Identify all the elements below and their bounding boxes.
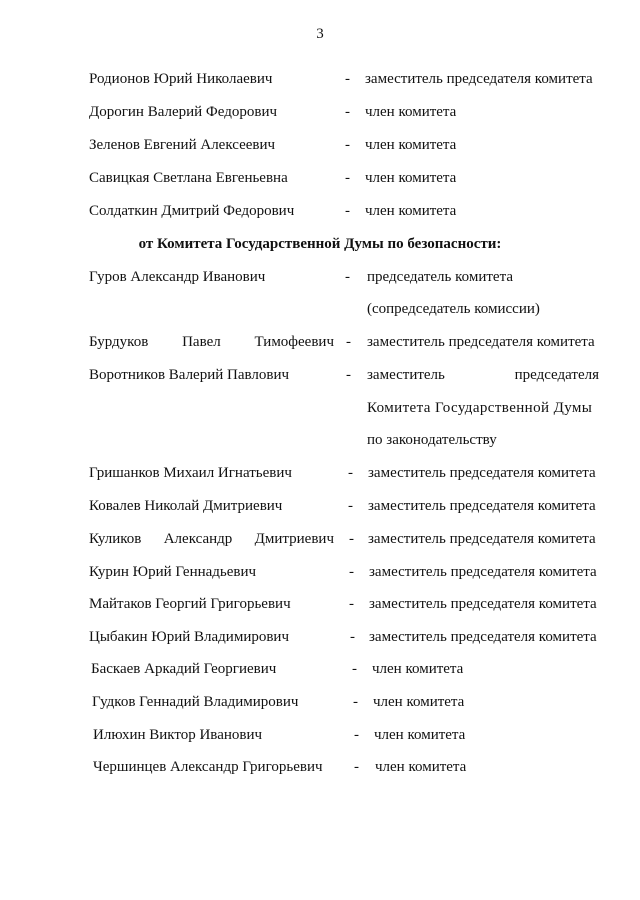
member-role: член комитета [375,759,467,775]
dash: - [345,170,350,186]
member-name: Зеленов Евгений Алексеевич [89,137,276,153]
member-role: член комитета [373,694,465,710]
member-role: член комитета [365,203,457,219]
member-row [0,756,640,778]
member-row [0,658,640,680]
member-role: заместитель председателя комитета [365,71,593,87]
member-row [0,528,640,550]
member-row [0,68,640,90]
dash: - [349,531,354,547]
name-part: Александр [163,531,233,547]
page-number: 3 [316,26,324,42]
name-part: Дмитриевич [254,531,334,547]
section-title: от Комитета Государственной Думы по безопасности: [138,236,502,252]
name-part: Бурдуков [89,334,149,350]
member-name: Дорогин Валерий Федорович [89,104,278,120]
member-role: заместитель председателя комитета [368,531,596,547]
member-row [0,101,640,123]
member-row [0,167,640,189]
role-continuation [0,397,640,419]
dash: - [345,269,350,285]
member-row [0,495,640,517]
dash: - [346,367,351,383]
dash: - [354,759,359,775]
member-name: Чершинцев Александр Григорьевич [93,759,323,775]
member-role: член комитета [365,170,457,186]
member-row [0,561,640,583]
dash: - [352,661,357,677]
member-role: член комитета [372,661,464,677]
member-row [0,200,640,222]
member-row [0,462,640,484]
dash: - [348,498,353,514]
dash: - [345,137,350,153]
member-role: заместитель председателя комитета [369,629,597,645]
member-role: заместитель председателя комитета [368,465,596,481]
name-part: Куликов [89,531,142,547]
dash: - [348,465,353,481]
dash: - [353,694,358,710]
member-row [0,364,640,386]
member-name: Майтаков Георгий Григорьевич [89,596,291,612]
dash: - [349,564,354,580]
role-part: заместитель [367,367,445,383]
member-role-continuation: (сопредседатель комиссии) [367,301,540,317]
member-role: заместитель председателя комитета [368,498,596,514]
member-role-continuation: по законодательству [367,432,497,448]
member-role [367,364,599,386]
member-name: Родионов Юрий Николаевич [89,71,273,87]
member-role: председатель комитета [367,269,513,285]
member-name [89,528,334,550]
member-row [0,134,640,156]
member-name: Воротников Валерий Павлович [89,367,290,383]
role-continuation [0,429,640,451]
member-row [0,724,640,746]
member-name: Цыбакин Юрий Владимирович [89,629,289,645]
member-name: Гуров Александр Иванович [89,269,266,285]
member-name: Гудков Геннадий Владимирович [92,694,299,710]
member-name: Баскаев Аркадий Георгиевич [91,661,277,677]
member-role: заместитель председателя комитета [367,334,595,350]
member-row [0,691,640,713]
dash: - [345,71,350,87]
member-name: Илюхин Виктор Иванович [93,727,263,743]
member-row [0,626,640,648]
member-role: заместитель председателя комитета [369,596,597,612]
dash: - [350,629,355,645]
member-role: заместитель председателя комитета [369,564,597,580]
name-part: Павел [182,334,221,350]
role-part: председателя [514,367,599,383]
member-name: Савицкая Светлана Евгеньевна [89,170,288,186]
name-part: Тимофеевич [254,334,334,350]
member-row [0,331,640,353]
dash: - [346,334,351,350]
dash: - [354,727,359,743]
member-role: член комитета [365,137,457,153]
member-role: член комитета [374,727,466,743]
member-name: Ковалев Николай Дмитриевич [89,498,283,514]
member-row [0,266,640,288]
member-role-continuation: Комитета Государственной Думы [367,400,593,416]
member-role: член комитета [365,104,457,120]
dash: - [345,203,350,219]
member-name: Курин Юрий Геннадьевич [89,564,257,580]
member-name [89,331,334,353]
member-name: Гришанков Михаил Игнатьевич [89,465,292,481]
dash: - [345,104,350,120]
member-row [0,593,640,615]
dash: - [349,596,354,612]
role-continuation [0,298,640,320]
member-name: Солдаткин Дмитрий Федорович [89,203,295,219]
